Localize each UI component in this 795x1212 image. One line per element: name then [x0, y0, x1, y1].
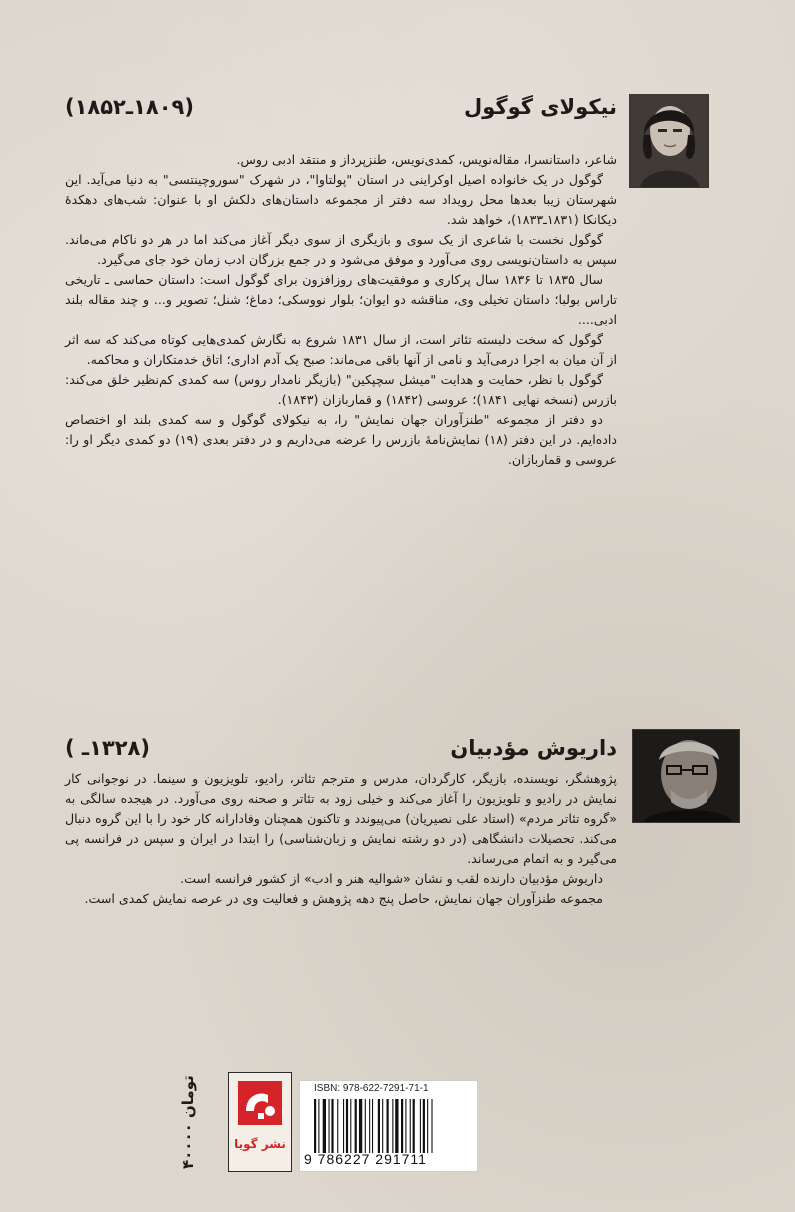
author2-years: (۱۳۲۸ـ ) [65, 736, 150, 760]
publisher-name: نشر گویا [234, 1137, 286, 1151]
barcode-bar [382, 1099, 383, 1153]
barcode-bar [331, 1099, 333, 1153]
barcode-bar [387, 1099, 389, 1153]
author1-paragraph: دو دفتر از مجموعه "طنزآوران جهان نمایش" را، به نیکولای گوگول و سه کمدی بلند او اختصاص داده‌ایم. در این دفتر (۱۸) نمایش‌نامهٔ بازرس را عرضه می‌داریم و در دفتر بعدی (۱۹) دو کمدی دیگر او را: عروسی و قماربازان. [65, 412, 618, 467]
author2-heading [65, 736, 617, 760]
isbn-text: ISBN: 978-622-7291-71-1 [314, 1083, 429, 1094]
barcode-bar [318, 1099, 319, 1153]
barcode-number: 9 786227 291711 [304, 1151, 427, 1167]
barcode-bar [431, 1099, 432, 1153]
author1-years: (۱۸۰۹ـ۱۸۵۲) [65, 95, 194, 119]
barcode-bar [405, 1099, 406, 1153]
barcode-bar [355, 1099, 357, 1153]
price-label: ۴۰۰۰۰ تومان [179, 1075, 197, 1170]
author1-paragraph: گوگول که سخت دلبسته تئاتر است، از سال ۱۸۳۱ شروع به نگارش کمدی‌هایی کوتاه می‌کند که سه اثر از آن میان به اجرا درمی‌آید و نامی از آنها باقی می‌ماند: صبح یک آدم اداری؛ اتاق خدمتکاران و محاکمه. [65, 332, 617, 367]
barcode-bar [427, 1099, 428, 1153]
barcode-bar [329, 1099, 330, 1153]
barcode-bar [350, 1099, 351, 1153]
barcode-bar [365, 1099, 366, 1153]
barcode-bar [413, 1099, 415, 1153]
isbn-barcode [299, 1080, 478, 1172]
barcode-bar [346, 1099, 348, 1153]
barcode-bar [401, 1099, 403, 1153]
barcode-bar [423, 1099, 425, 1153]
author2-paragraph: مجموعه طنزآوران جهان نمایش، حاصل پنج دهه پژوهش و فعالیت وی در عرصه نمایش کمدی است. [84, 891, 603, 906]
barcode-bar [378, 1099, 380, 1153]
author2-paragraph: پژوهشگر، نویسنده، بازیگر، کارگردان، مدرس و مترجم تئاتر، رادیو، تلویزیون و سینما. در نوجوانی کار نمایش در رادیو و تلویزیون را آغاز می‌کند و خیلی زود به تئاتر و صحنه روی می‌آورد. در هیجده سالگی به «گروه تئاتر مردم» (استاد علی نصیریان) می‌پیوندد و تاکنون همچنان وفادارانه کار خود را با این گروه دنبال می‌کند. تحصیلات دانشگاهی (در دو رشته نمایش و زبان‌شناسی) را ابتدا در ایران و سپس در فرانسه پی می‌گیرد و به اتمام می‌رساند. [65, 771, 617, 866]
barcode-bar [369, 1099, 370, 1153]
barcode-bar [343, 1099, 344, 1153]
barcode-bar [359, 1099, 362, 1153]
barcode-bar [314, 1099, 316, 1153]
barcode-bars [314, 1099, 470, 1153]
barcode-bar [410, 1099, 411, 1153]
author2-biography [65, 769, 617, 909]
barcode-bar [420, 1099, 421, 1153]
barcode-bar [372, 1099, 373, 1153]
publisher-logo-icon [238, 1081, 282, 1125]
author1-heading [65, 95, 617, 119]
author1-name: نیکولای گوگول [463, 95, 617, 119]
barcode-bar [392, 1099, 393, 1153]
author1-biography [65, 150, 617, 470]
barcode-bar [395, 1099, 398, 1153]
gogol-portrait [629, 94, 709, 188]
author1-paragraph: گوگول با نظر، حمایت و هدایت "میشل سچپکین" (بازیگر نامدار روس) سه کمدی کم‌نظیر خلق می‌کند: بازرس (نسخه نهایی ۱۸۴۱)؛ عروسی (۱۸۴۲) و قماربازان (۱۸۴۳). [65, 372, 617, 407]
author2-paragraph: داریوش مؤدبیان دارنده لقب و نشان «شوالیه هنر و ادب» از کشور فرانسه است. [180, 871, 603, 886]
barcode-bar [323, 1099, 326, 1153]
publisher-logo [228, 1072, 292, 1172]
author1-paragraph: گوگول نخست با شاعری از یک سوی و بازیگری از سوی دیگر آغاز می‌کند اما در هر دو ناکام می‌ماند. سپس به داستان‌نویسی روی می‌آورد و موفق می‌شود و در جمع بزرگان ادب زمان خود جای می‌گیرد. [65, 232, 617, 267]
author2-name: داریوش مؤدبیان [450, 736, 617, 760]
barcode-bar [337, 1099, 338, 1153]
author1-paragraph: شاعر، داستانسرا، مقاله‌نویس، کمدی‌نویس، طنزپرداز و منتقد ادبی روس. [236, 152, 617, 167]
moaddabian-portrait [632, 729, 740, 823]
author1-paragraph: گوگول در یک خانواده اصیل اوکراینی در استان "پولتاوا"، در شهرک "سوروچینتسی" به دنیا می‌آید. این شهرستان زیبا بعدها محل رویداد سه دفتر از مجموعه داستان‌های دلکش او با عنوان: شب‌های دهکدهٔ دیکانکا (۱۸۳۱ـ۱۸۳۳)، خواهد شد. [65, 172, 617, 227]
author1-paragraph: سال ۱۸۳۵ تا ۱۸۳۶ سال پرکاری و موفقیت‌های روزافزون برای گوگول است: داستان حماسی ـ تاریخی تاراس بولبا؛ داستان تخیلی وی، مناقشه دو ایوان؛ بلوار نووسکی؛ دماغ؛ شنل؛ تصویر و... و چند مقاله بلند ادبی.... [65, 272, 617, 327]
